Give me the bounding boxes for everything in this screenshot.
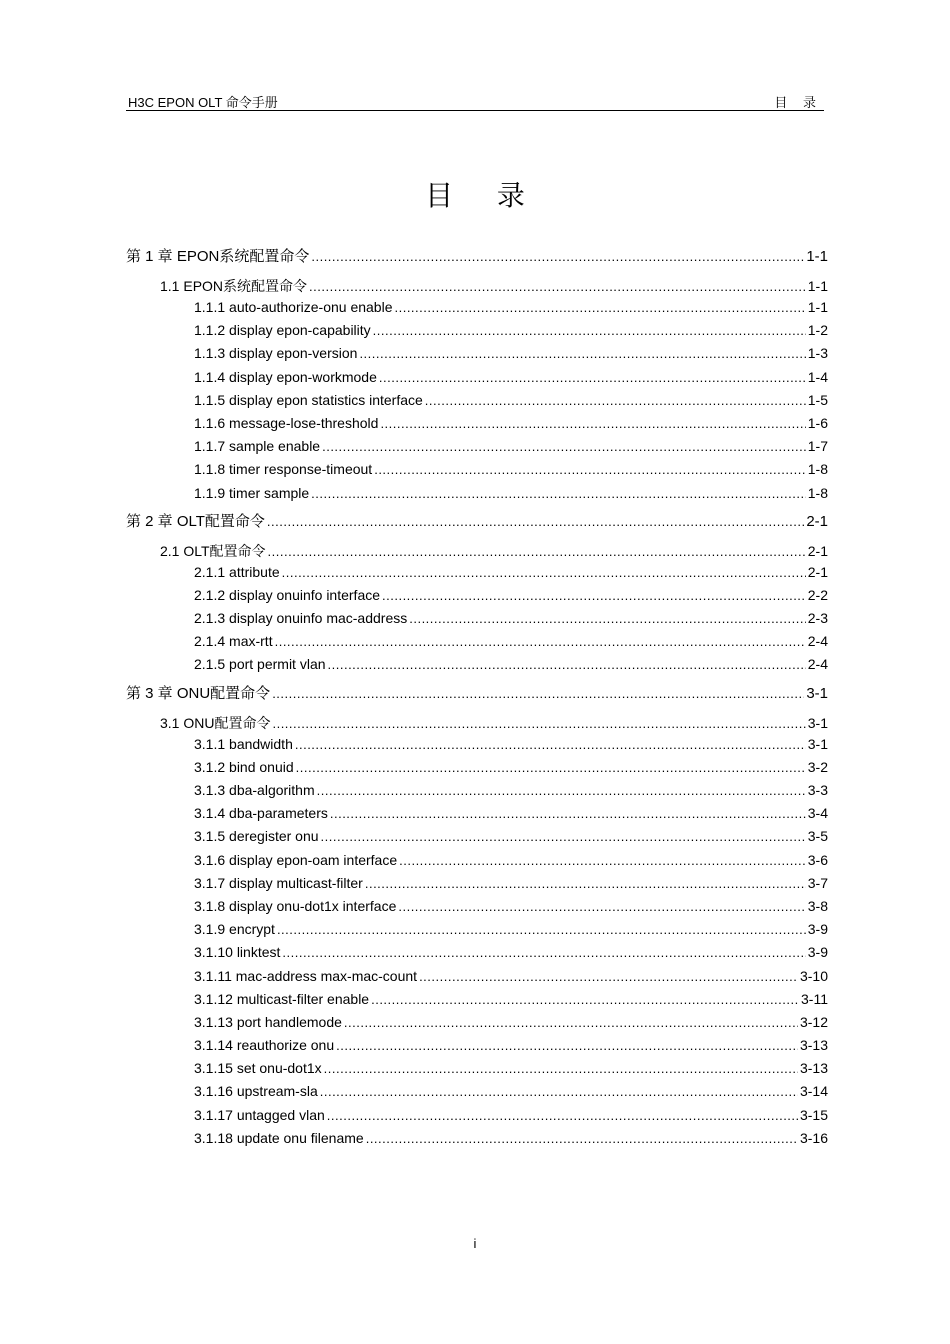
toc-item-label: 3.1.15 set onu-dot1x [194, 1060, 322, 1077]
toc-item-label: 3.1.7 display multicast-filter [194, 874, 363, 891]
dot-leader [374, 458, 806, 481]
toc-item-label: 1.1.7 sample enable [194, 438, 321, 455]
toc-item-page: 1-8 [807, 461, 828, 478]
toc-item-page: 1-1 [807, 299, 828, 315]
dot-leader [373, 319, 806, 342]
dot-leader [379, 366, 806, 389]
toc-chapter-label: 第 2 章 OLT配置命令 [126, 512, 265, 530]
toc-item[interactable] [126, 802, 828, 825]
page-title: 目 录 [425, 180, 543, 211]
toc-item[interactable] [126, 1127, 828, 1150]
toc-item-page: 3-13 [799, 1037, 828, 1054]
toc-section[interactable] [126, 707, 828, 733]
toc-chapter-page: 2-1 [806, 512, 828, 530]
toc-item-label: 1.1.8 timer response-timeout [194, 461, 373, 478]
dot-leader [365, 872, 806, 895]
toc-chapter-label: 第 1 章 EPON系统配置命令 [126, 248, 310, 265]
dot-leader [321, 825, 806, 848]
toc-item-label: 3.1.11 mac-address max-mac-count [194, 967, 418, 984]
toc-item-page: 1-7 [807, 438, 828, 455]
dot-leader [324, 1057, 798, 1080]
toc-item[interactable] [126, 1080, 828, 1103]
toc-item-label: 3.1.18 update onu filename [194, 1129, 364, 1146]
toc-item-label: 3.1.6 display epon-oam interface [194, 851, 398, 868]
dot-leader [394, 296, 805, 319]
toc-item-label: 3.1.14 reauthorize onu [194, 1037, 335, 1054]
toc-chapter-page: 3-1 [806, 684, 828, 702]
page-header [126, 90, 824, 111]
toc-item[interactable] [126, 1011, 828, 1034]
toc-item-page: 3-14 [799, 1083, 828, 1100]
page-number: i [473, 1236, 477, 1251]
toc-item[interactable] [126, 825, 828, 848]
toc-item[interactable] [126, 895, 828, 918]
toc-section[interactable] [126, 270, 828, 296]
toc-item-label: 2.1.2 display onuinfo interface [194, 586, 381, 603]
toc-item-label: 3.1.8 display onu-dot1x interface [194, 897, 397, 914]
toc-chapter[interactable] [126, 509, 828, 535]
dot-leader [359, 342, 805, 365]
toc-item[interactable] [126, 653, 828, 676]
toc-chapter-page: 1-1 [806, 248, 828, 265]
toc-item[interactable] [126, 965, 828, 988]
toc-item-page: 1-3 [807, 345, 828, 362]
toc-item-page: 2-2 [807, 586, 828, 603]
dot-leader [322, 435, 806, 458]
dot-leader [317, 779, 806, 802]
toc-item[interactable] [126, 607, 828, 630]
toc-item-page: 3-15 [799, 1106, 828, 1123]
toc-item-label: 1.1.2 display epon-capability [194, 322, 371, 339]
toc-item[interactable] [126, 561, 828, 584]
dot-leader [366, 1127, 798, 1150]
toc-item-page: 3-9 [807, 921, 828, 938]
toc-item-label: 3.1.2 bind onuid [194, 758, 294, 775]
dot-leader [311, 482, 806, 505]
dot-leader [267, 509, 804, 535]
toc-section-page: 3-1 [807, 714, 828, 731]
toc-item-page: 3-6 [807, 851, 828, 868]
dot-leader [336, 1034, 798, 1057]
dot-leader [295, 733, 806, 756]
dot-leader [399, 849, 806, 872]
toc-item[interactable] [126, 630, 828, 653]
dot-leader [277, 918, 806, 941]
dot-leader [282, 941, 805, 964]
toc-item-page: 1-5 [807, 391, 828, 408]
dot-leader [371, 988, 799, 1011]
toc-item[interactable] [126, 389, 828, 412]
toc-section-label: 1.1 EPON系统配置命令 [160, 278, 308, 294]
header-manual-title: H3C EPON OLT 命令手册 [128, 95, 278, 110]
dot-leader [328, 653, 806, 676]
toc-item-page: 2-4 [807, 656, 828, 673]
dot-leader [425, 389, 806, 412]
toc-item-page: 2-4 [807, 633, 828, 650]
dot-leader [275, 630, 806, 653]
toc-item-page: 2-1 [807, 563, 828, 580]
toc-item-page: 3-8 [807, 897, 828, 914]
toc-item-label: 3.1.13 port handlemode [194, 1013, 342, 1030]
toc-item-label: 2.1.1 attribute [194, 563, 280, 580]
toc-item-page: 3-4 [807, 805, 828, 822]
dot-leader [327, 1104, 798, 1127]
toc-section-label: 2.1 OLT配置命令 [160, 542, 266, 559]
dot-leader [330, 802, 806, 825]
toc-item[interactable] [126, 342, 828, 365]
toc-item-page: 3-10 [799, 967, 828, 984]
toc-item-page: 3-12 [799, 1013, 828, 1030]
toc-item[interactable] [126, 584, 828, 607]
toc-item[interactable] [126, 319, 828, 342]
toc-item-page: 1-6 [807, 414, 828, 431]
toc-item-label: 2.1.4 max-rtt [194, 633, 273, 650]
toc-item[interactable] [126, 988, 828, 1011]
toc-chapter[interactable] [126, 244, 828, 270]
toc-item-page: 1-8 [807, 484, 828, 501]
toc-item-label: 1.1.5 display epon statistics interface [194, 391, 423, 408]
toc-item[interactable] [126, 435, 828, 458]
toc-item[interactable] [126, 872, 828, 895]
toc-item-label: 1.1.3 display epon-version [194, 345, 358, 362]
toc-item-label: 3.1.12 multicast-filter enable [194, 990, 370, 1007]
toc-item-page: 3-11 [801, 990, 828, 1007]
toc-item-label: 2.1.5 port permit vlan [194, 656, 326, 673]
toc-item-page: 3-1 [807, 735, 828, 752]
toc-item[interactable] [126, 779, 828, 802]
toc-item-label: 3.1.4 dba-parameters [194, 805, 328, 822]
toc-item-label: 3.1.17 untagged vlan [194, 1106, 325, 1123]
toc-item[interactable] [126, 1057, 828, 1080]
dot-leader [419, 965, 798, 988]
toc-item[interactable] [126, 756, 828, 779]
toc-section[interactable] [126, 535, 828, 561]
toc-item[interactable] [126, 849, 828, 872]
toc-item[interactable] [126, 296, 828, 319]
dot-leader [398, 895, 805, 918]
toc-item-page: 3-2 [807, 758, 828, 775]
dot-leader [380, 412, 805, 435]
dot-leader [320, 1080, 798, 1103]
toc-item-page: 3-5 [807, 828, 828, 845]
toc-item-label: 1.1.6 message-lose-threshold [194, 414, 379, 431]
toc-item[interactable] [126, 458, 828, 481]
toc-item-label: 2.1.3 display onuinfo mac-address [194, 610, 408, 627]
toc-item-label: 1.1.1 auto-authorize-onu enable [194, 299, 393, 315]
toc-item-page: 3-16 [799, 1129, 828, 1146]
dot-leader [382, 584, 806, 607]
dot-leader [282, 561, 806, 584]
toc-item-page: 1-2 [807, 322, 828, 339]
toc-item-label: 3.1.1 bandwidth [194, 735, 293, 752]
toc-item[interactable] [126, 482, 828, 505]
toc-item[interactable] [126, 918, 828, 941]
toc-section-page: 1-1 [807, 278, 828, 294]
toc-item-page: 3-13 [799, 1060, 828, 1077]
dot-leader [344, 1011, 798, 1034]
toc-section-page: 2-1 [807, 542, 828, 559]
toc-item-page: 3-3 [807, 782, 828, 798]
toc-item[interactable] [126, 366, 828, 389]
toc-item-label: 1.1.4 display epon-workmode [194, 368, 377, 385]
toc-item-label: 1.1.9 timer sample [194, 484, 310, 501]
toc-item-label: 3.1.5 deregister onu [194, 828, 319, 845]
toc-item[interactable] [126, 1034, 828, 1057]
toc-item-label: 3.1.9 encrypt [194, 921, 275, 938]
toc-item-label: 3.1.10 linktest [194, 944, 281, 961]
toc-item[interactable] [126, 733, 828, 756]
dot-leader [296, 756, 806, 779]
dot-leader [409, 607, 806, 630]
header-section-title: 目 录 [774, 95, 822, 110]
toc-item[interactable] [126, 412, 828, 435]
table-of-contents [126, 240, 828, 1150]
toc-item-page: 1-4 [807, 368, 828, 385]
toc-item-page: 2-3 [807, 610, 828, 627]
toc-chapter-label: 第 3 章 ONU配置命令 [126, 684, 271, 702]
dot-leader [311, 244, 804, 270]
toc-chapter[interactable] [126, 681, 828, 707]
toc-item-page: 3-7 [807, 874, 828, 891]
toc-item[interactable] [126, 941, 828, 964]
toc-item[interactable] [126, 1104, 828, 1127]
toc-item-label: 3.1.3 dba-algorithm [194, 782, 315, 798]
dot-leader [272, 681, 804, 707]
toc-section-label: 3.1 ONU配置命令 [160, 714, 271, 731]
toc-item-label: 3.1.16 upstream-sla [194, 1083, 318, 1100]
toc-item-page: 3-9 [807, 944, 828, 961]
